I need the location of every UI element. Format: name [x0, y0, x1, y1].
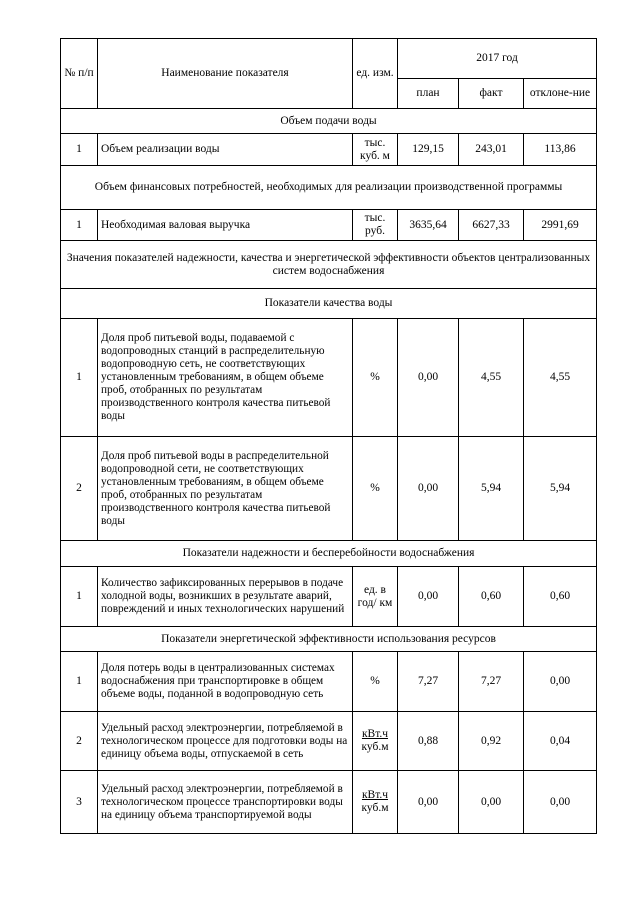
- row-deviation: 0,04: [524, 712, 597, 771]
- header-num: № п/п: [61, 39, 98, 109]
- section-row: [61, 541, 597, 567]
- table-row: [61, 319, 597, 437]
- row-unit: %: [353, 437, 398, 541]
- row-plan: 3635,64: [398, 210, 459, 241]
- section-water-supply: Объем подачи воды: [61, 109, 597, 134]
- row-fact: 0,92: [459, 712, 524, 771]
- unit-denominator: куб.м: [361, 741, 389, 753]
- row-deviation: 0,60: [524, 567, 597, 627]
- section-financial-needs: Объем финансовых потребностей, необходимых для реализации производственной программы: [61, 166, 597, 210]
- table-row: [61, 134, 597, 166]
- row-plan: 0,00: [398, 319, 459, 437]
- row-fact: 243,01: [459, 134, 524, 166]
- section-row: [61, 627, 597, 652]
- row-plan: 7,27: [398, 652, 459, 712]
- table-row: [61, 567, 597, 627]
- section-row: [61, 289, 597, 319]
- row-plan: 0,00: [398, 771, 459, 834]
- row-num: 1: [61, 210, 98, 241]
- row-name: Необходимая валовая выручка: [98, 210, 353, 241]
- header-plan: план: [398, 79, 459, 109]
- row-num: 2: [61, 712, 98, 771]
- header-name: Наименование показателя: [98, 39, 353, 109]
- row-num: 3: [61, 771, 98, 834]
- row-plan: 0,00: [398, 567, 459, 627]
- row-fact: 5,94: [459, 437, 524, 541]
- row-unit: %: [353, 319, 398, 437]
- section-reliability: Показатели надежности и бесперебойности водоснабжения: [61, 541, 597, 567]
- row-fact: 4,55: [459, 319, 524, 437]
- indicators-table: [60, 38, 597, 834]
- row-plan: 129,15: [398, 134, 459, 166]
- header-fact: факт: [459, 79, 524, 109]
- row-deviation: 4,55: [524, 319, 597, 437]
- row-deviation: 113,86: [524, 134, 597, 166]
- section-water-quality: Показатели качества воды: [61, 289, 597, 319]
- row-unit: ед. в год/ км: [353, 567, 398, 627]
- unit-denominator: куб.м: [361, 802, 389, 814]
- row-num: 1: [61, 319, 98, 437]
- row-deviation: 0,00: [524, 652, 597, 712]
- header-year: 2017 год: [398, 39, 597, 79]
- row-unit: тыс. куб. м: [353, 134, 398, 166]
- unit-numerator: кВт.ч: [361, 728, 389, 740]
- section-energy-efficiency: Показатели энергетической эффективности использования ресурсов: [61, 627, 597, 652]
- row-num: 2: [61, 437, 98, 541]
- row-fact: 0,00: [459, 771, 524, 834]
- table-row: [61, 437, 597, 541]
- row-name: Объем реализации воды: [98, 134, 353, 166]
- row-name: Доля проб питьевой воды, подаваемой с водопроводных станций в распределительную водопроводную сеть, не соответствующих установленным требованиям, в общем объеме проб, отобранных по результатам производственного контроля качества питьевой воды: [98, 319, 353, 437]
- row-num: 1: [61, 134, 98, 166]
- row-plan: 0,00: [398, 437, 459, 541]
- row-plan: 0,88: [398, 712, 459, 771]
- table-row: [61, 771, 597, 834]
- row-unit: тыс. руб.: [353, 210, 398, 241]
- row-name: Удельный расход электроэнергии, потребляемой в технологическом процессе транспортировки воды на единицу объема транспортируемой воды: [98, 771, 353, 834]
- row-deviation: 0,00: [524, 771, 597, 834]
- row-deviation: 5,94: [524, 437, 597, 541]
- table-row: [61, 712, 597, 771]
- row-name: Количество зафиксированных перерывов в подаче холодной воды, возникших в результате аварий, повреждений и иных технологических нарушений: [98, 567, 353, 627]
- section-row: [61, 109, 597, 134]
- table-row: [61, 210, 597, 241]
- section-row: [61, 166, 597, 210]
- table-row: [61, 652, 597, 712]
- row-name: Доля потерь воды в централизованных системах водоснабжения при транспортировке в общем объеме воды, поданной в водопроводную сеть: [98, 652, 353, 712]
- row-fact: 7,27: [459, 652, 524, 712]
- header-row: [61, 39, 597, 79]
- unit-numerator: кВт.ч: [361, 789, 389, 801]
- section-reliability-values: Значения показателей надежности, качества и энергетической эффективности объектов централизованных систем водоснабжения: [61, 241, 597, 289]
- row-unit: %: [353, 652, 398, 712]
- row-fact: 0,60: [459, 567, 524, 627]
- section-row: [61, 241, 597, 289]
- row-deviation: 2991,69: [524, 210, 597, 241]
- row-fact: 6627,33: [459, 210, 524, 241]
- header-unit: ед. изм.: [353, 39, 398, 109]
- row-name: Удельный расход электроэнергии, потребляемой в технологическом процессе для подготовки воды на единицу объема воды, отпускаемой в сеть: [98, 712, 353, 771]
- row-name: Доля проб питьевой воды в распределительной водопроводной сети, не соответствующих установленным требованиям, в общем объеме проб, отобранных по результатам производственного контроля качества питьевой воды: [98, 437, 353, 541]
- row-num: 1: [61, 652, 98, 712]
- row-unit: [353, 771, 398, 834]
- row-unit: [353, 712, 398, 771]
- header-deviation: отклоне-ние: [524, 79, 597, 109]
- row-num: 1: [61, 567, 98, 627]
